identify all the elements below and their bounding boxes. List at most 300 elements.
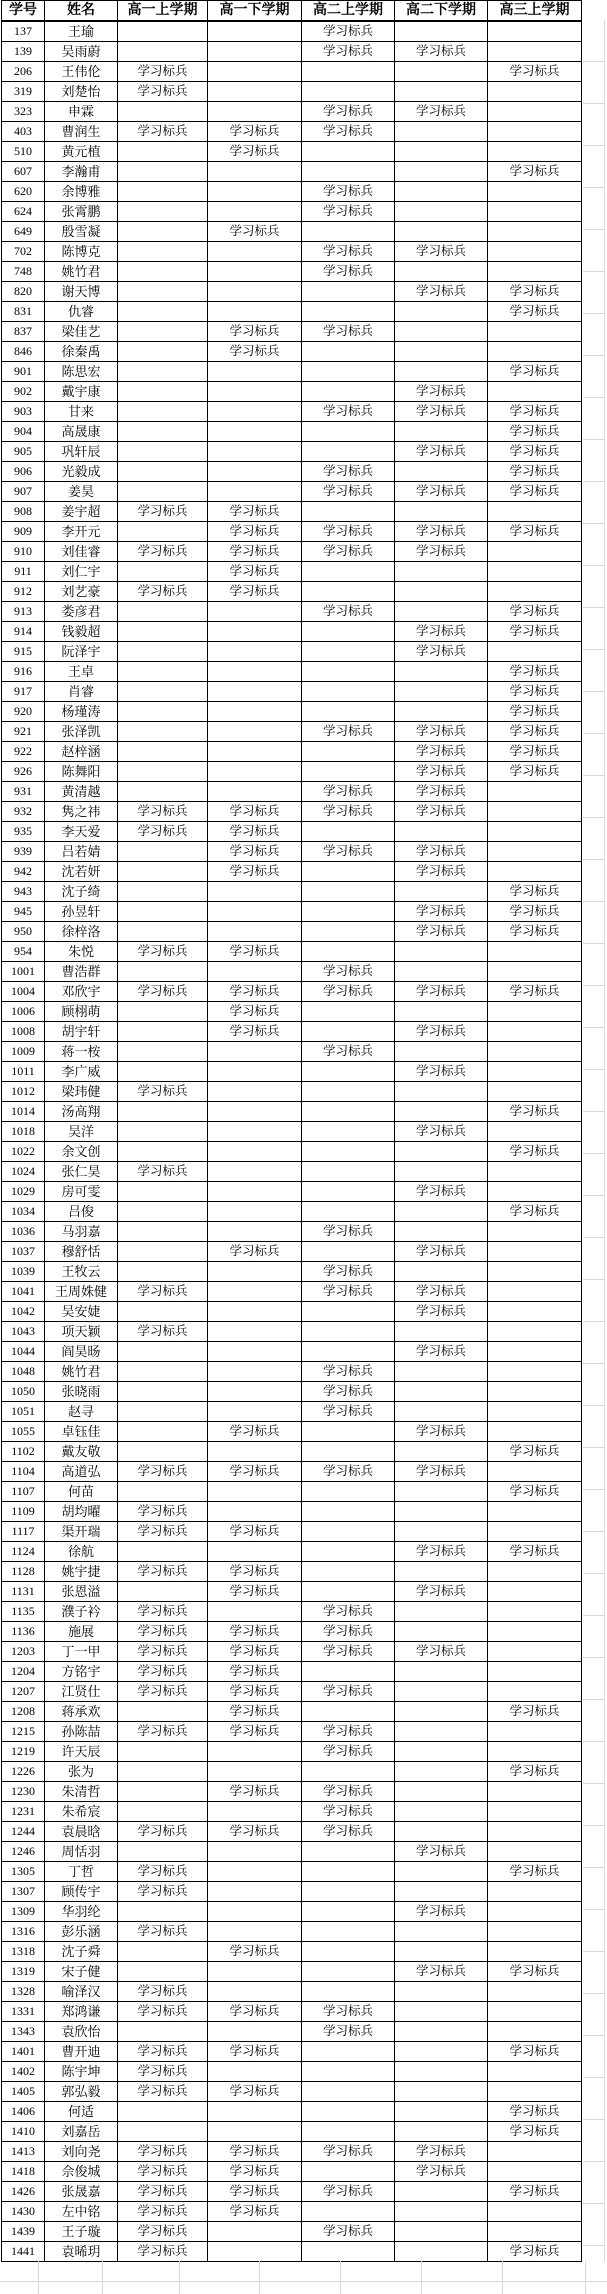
term-empty-cell[interactable]	[488, 2222, 582, 2242]
term-empty-cell[interactable]	[488, 1422, 582, 1442]
term-empty-cell[interactable]	[395, 1922, 488, 1942]
term-empty-cell[interactable]	[208, 1162, 302, 1182]
student-name-cell[interactable]: 姜昊	[45, 482, 118, 502]
term-award-cell[interactable]: 学习标兵	[118, 2082, 208, 2102]
term-empty-cell[interactable]	[488, 1582, 582, 1602]
term-empty-cell[interactable]	[208, 1602, 302, 1622]
term-empty-cell[interactable]	[302, 882, 395, 902]
term-empty-cell[interactable]	[488, 1082, 582, 1102]
term-empty-cell[interactable]	[488, 1742, 582, 1762]
term-empty-cell[interactable]	[118, 702, 208, 722]
term-empty-cell[interactable]	[208, 1442, 302, 1462]
term-empty-cell[interactable]	[488, 562, 582, 582]
term-award-cell[interactable]: 学习标兵	[118, 122, 208, 142]
term-empty-cell[interactable]	[395, 2022, 488, 2042]
term-empty-cell[interactable]	[208, 782, 302, 802]
student-id-cell[interactable]: 922	[2, 742, 45, 762]
student-id-cell[interactable]: 935	[2, 822, 45, 842]
term-empty-cell[interactable]	[395, 962, 488, 982]
term-empty-cell[interactable]	[302, 622, 395, 642]
student-name-cell[interactable]: 仇睿	[45, 302, 118, 322]
student-name-cell[interactable]: 李瀚甫	[45, 162, 118, 182]
term-award-cell[interactable]: 学习标兵	[302, 482, 395, 502]
student-name-cell[interactable]: 渠开瑞	[45, 1522, 118, 1542]
term-empty-cell[interactable]	[395, 582, 488, 602]
term-empty-cell[interactable]	[395, 822, 488, 842]
term-empty-cell[interactable]	[208, 1222, 302, 1242]
student-name-cell[interactable]: 李开元	[45, 522, 118, 542]
student-id-cell[interactable]: 1204	[2, 1662, 45, 1682]
term-empty-cell[interactable]	[395, 942, 488, 962]
term-empty-cell[interactable]	[488, 782, 582, 802]
student-name-cell[interactable]: 李天爱	[45, 822, 118, 842]
term-empty-cell[interactable]	[118, 102, 208, 122]
term-award-cell[interactable]: 学习标兵	[208, 342, 302, 362]
student-name-cell[interactable]: 张泽凯	[45, 722, 118, 742]
student-name-cell[interactable]: 周恬羽	[45, 1842, 118, 1862]
term-award-cell[interactable]: 学习标兵	[302, 2022, 395, 2042]
student-name-cell[interactable]: 濮子衿	[45, 1602, 118, 1622]
term-award-cell[interactable]: 学习标兵	[395, 382, 488, 402]
student-name-cell[interactable]: 何适	[45, 2102, 118, 2122]
term-empty-cell[interactable]	[118, 922, 208, 942]
term-award-cell[interactable]: 学习标兵	[302, 1462, 395, 1482]
term-empty-cell[interactable]	[302, 1342, 395, 1362]
term-empty-cell[interactable]	[118, 602, 208, 622]
student-name-cell[interactable]: 余文创	[45, 1142, 118, 1162]
student-name-cell[interactable]: 陈舞阳	[45, 762, 118, 782]
term-empty-cell[interactable]	[488, 2002, 582, 2022]
term-empty-cell[interactable]	[395, 1162, 488, 1182]
term-empty-cell[interactable]	[488, 1982, 582, 2002]
student-id-cell[interactable]: 1136	[2, 1622, 45, 1642]
term-empty-cell[interactable]	[208, 2022, 302, 2042]
student-name-cell[interactable]: 王子璇	[45, 2222, 118, 2242]
term-empty-cell[interactable]	[118, 1222, 208, 1242]
student-id-cell[interactable]: 1042	[2, 1302, 45, 1322]
student-name-cell[interactable]: 沈若妍	[45, 862, 118, 882]
term-empty-cell[interactable]	[118, 1742, 208, 1762]
term-empty-cell[interactable]	[302, 582, 395, 602]
student-name-cell[interactable]: 肖睿	[45, 682, 118, 702]
student-name-cell[interactable]: 丁一甲	[45, 1642, 118, 1662]
term-award-cell[interactable]: 学习标兵	[208, 1242, 302, 1262]
term-empty-cell[interactable]	[208, 382, 302, 402]
student-name-cell[interactable]: 袁晨晗	[45, 1822, 118, 1842]
term-award-cell[interactable]: 学习标兵	[118, 2222, 208, 2242]
student-name-cell[interactable]: 高道弘	[45, 1462, 118, 1482]
term-empty-cell[interactable]	[302, 382, 395, 402]
term-award-cell[interactable]: 学习标兵	[302, 1042, 395, 1062]
term-empty-cell[interactable]	[302, 1922, 395, 1942]
student-id-cell[interactable]: 1406	[2, 2102, 45, 2122]
student-name-cell[interactable]: 吴洋	[45, 1122, 118, 1142]
term-award-cell[interactable]: 学习标兵	[488, 302, 582, 322]
term-empty-cell[interactable]	[395, 62, 488, 82]
term-empty-cell[interactable]	[302, 902, 395, 922]
term-award-cell[interactable]: 学习标兵	[488, 482, 582, 502]
term-award-cell[interactable]: 学习标兵	[488, 682, 582, 702]
term-empty-cell[interactable]	[395, 2202, 488, 2222]
student-id-cell[interactable]: 932	[2, 802, 45, 822]
term-award-cell[interactable]: 学习标兵	[302, 1622, 395, 1642]
term-award-cell[interactable]: 学习标兵	[488, 2102, 582, 2122]
term-award-cell[interactable]: 学习标兵	[208, 1562, 302, 1582]
student-name-cell[interactable]: 赵梓涵	[45, 742, 118, 762]
term-award-cell[interactable]: 学习标兵	[118, 2242, 208, 2262]
term-empty-cell[interactable]	[118, 1042, 208, 1062]
term-empty-cell[interactable]	[208, 82, 302, 102]
term-empty-cell[interactable]	[208, 1202, 302, 1222]
student-id-cell[interactable]: 939	[2, 842, 45, 862]
term-empty-cell[interactable]	[395, 2082, 488, 2102]
term-award-cell[interactable]: 学习标兵	[488, 982, 582, 1002]
student-id-cell[interactable]: 1405	[2, 2082, 45, 2102]
student-name-cell[interactable]: 丁哲	[45, 1862, 118, 1882]
term-award-cell[interactable]: 学习标兵	[208, 1002, 302, 1022]
term-award-cell[interactable]: 学习标兵	[488, 62, 582, 82]
term-award-cell[interactable]: 学习标兵	[118, 2142, 208, 2162]
term-award-cell[interactable]: 学习标兵	[395, 1642, 488, 1662]
student-id-cell[interactable]: 1319	[2, 1962, 45, 1982]
term-empty-cell[interactable]	[302, 2202, 395, 2222]
term-empty-cell[interactable]	[395, 222, 488, 242]
term-empty-cell[interactable]	[488, 1922, 582, 1942]
term-award-cell[interactable]: 学习标兵	[208, 1782, 302, 1802]
term-empty-cell[interactable]	[395, 302, 488, 322]
term-award-cell[interactable]: 学习标兵	[302, 242, 395, 262]
student-name-cell[interactable]: 何苗	[45, 1482, 118, 1502]
student-name-cell[interactable]: 隽之祎	[45, 802, 118, 822]
term-empty-cell[interactable]	[395, 1602, 488, 1622]
student-name-cell[interactable]: 施展	[45, 1622, 118, 1642]
student-name-cell[interactable]: 曹润生	[45, 122, 118, 142]
term-empty-cell[interactable]	[488, 1822, 582, 1842]
term-award-cell[interactable]: 学习标兵	[118, 1662, 208, 1682]
term-empty-cell[interactable]	[118, 1702, 208, 1722]
term-empty-cell[interactable]	[208, 102, 302, 122]
student-id-cell[interactable]: 1039	[2, 1262, 45, 1282]
student-id-cell[interactable]: 1009	[2, 1042, 45, 1062]
term-empty-cell[interactable]	[488, 1402, 582, 1422]
student-id-cell[interactable]: 1215	[2, 1722, 45, 1742]
term-empty-cell[interactable]	[395, 1002, 488, 1022]
term-empty-cell[interactable]	[302, 1902, 395, 1922]
term-empty-cell[interactable]	[208, 1122, 302, 1142]
student-id-cell[interactable]: 902	[2, 382, 45, 402]
student-id-cell[interactable]: 1024	[2, 1162, 45, 1182]
student-id-cell[interactable]: 1037	[2, 1242, 45, 1262]
term-empty-cell[interactable]	[118, 1022, 208, 1042]
term-award-cell[interactable]: 学习标兵	[488, 622, 582, 642]
student-id-cell[interactable]: 1430	[2, 2202, 45, 2222]
student-name-cell[interactable]: 黄元植	[45, 142, 118, 162]
term-empty-cell[interactable]	[208, 162, 302, 182]
term-award-cell[interactable]: 学习标兵	[395, 542, 488, 562]
term-empty-cell[interactable]	[302, 2042, 395, 2062]
term-award-cell[interactable]: 学习标兵	[488, 922, 582, 942]
student-id-cell[interactable]: 748	[2, 262, 45, 282]
student-name-cell[interactable]: 马羽嘉	[45, 1222, 118, 1242]
student-id-cell[interactable]: 1001	[2, 962, 45, 982]
term-empty-cell[interactable]	[302, 1122, 395, 1142]
term-empty-cell[interactable]	[395, 1702, 488, 1722]
student-name-cell[interactable]: 吴雨蔚	[45, 42, 118, 62]
term-award-cell[interactable]: 学习标兵	[208, 222, 302, 242]
term-award-cell[interactable]: 学习标兵	[118, 1282, 208, 1302]
term-award-cell[interactable]: 学习标兵	[118, 1082, 208, 1102]
term-empty-cell[interactable]	[118, 162, 208, 182]
student-name-cell[interactable]: 张晓雨	[45, 1382, 118, 1402]
term-award-cell[interactable]: 学习标兵	[395, 1182, 488, 1202]
term-empty-cell[interactable]	[208, 242, 302, 262]
student-id-cell[interactable]: 1246	[2, 1842, 45, 1862]
term-empty-cell[interactable]	[302, 1202, 395, 1222]
term-award-cell[interactable]: 学习标兵	[395, 1962, 488, 1982]
term-award-cell[interactable]: 学习标兵	[488, 882, 582, 902]
student-id-cell[interactable]: 607	[2, 162, 45, 182]
term-award-cell[interactable]: 学习标兵	[488, 1542, 582, 1562]
term-award-cell[interactable]: 学习标兵	[208, 322, 302, 342]
student-id-cell[interactable]: 1135	[2, 1602, 45, 1622]
term-empty-cell[interactable]	[208, 722, 302, 742]
term-award-cell[interactable]: 学习标兵	[395, 1582, 488, 1602]
term-empty-cell[interactable]	[395, 702, 488, 722]
term-empty-cell[interactable]	[302, 1942, 395, 1962]
term-empty-cell[interactable]	[488, 582, 582, 602]
student-name-cell[interactable]: 吕若婧	[45, 842, 118, 862]
term-empty-cell[interactable]	[395, 1042, 488, 1062]
term-empty-cell[interactable]	[118, 402, 208, 422]
student-name-cell[interactable]: 张仁昊	[45, 1162, 118, 1182]
student-name-cell[interactable]: 袁欣怡	[45, 2022, 118, 2042]
student-name-cell[interactable]: 巩轩辰	[45, 442, 118, 462]
term-empty-cell[interactable]	[395, 1562, 488, 1582]
term-empty-cell[interactable]	[395, 262, 488, 282]
term-empty-cell[interactable]	[488, 842, 582, 862]
student-name-cell[interactable]: 朱清哲	[45, 1782, 118, 1802]
student-id-cell[interactable]: 917	[2, 682, 45, 702]
term-empty-cell[interactable]	[118, 262, 208, 282]
term-empty-cell[interactable]	[118, 842, 208, 862]
term-award-cell[interactable]: 学习标兵	[395, 282, 488, 302]
term-empty-cell[interactable]	[118, 1182, 208, 1202]
student-id-cell[interactable]: 323	[2, 102, 45, 122]
term-empty-cell[interactable]	[488, 1122, 582, 1142]
term-award-cell[interactable]: 学习标兵	[208, 1422, 302, 1442]
term-empty-cell[interactable]	[302, 762, 395, 782]
student-name-cell[interactable]: 王牧云	[45, 1262, 118, 1282]
term-award-cell[interactable]: 学习标兵	[395, 1842, 488, 1862]
term-award-cell[interactable]: 学习标兵	[208, 1522, 302, 1542]
term-empty-cell[interactable]	[395, 1102, 488, 1122]
term-award-cell[interactable]: 学习标兵	[118, 1722, 208, 1742]
term-empty-cell[interactable]	[208, 622, 302, 642]
term-empty-cell[interactable]	[302, 1102, 395, 1122]
term-award-cell[interactable]: 学习标兵	[118, 1882, 208, 1902]
student-name-cell[interactable]: 阮泽宇	[45, 642, 118, 662]
term-award-cell[interactable]: 学习标兵	[395, 42, 488, 62]
term-empty-cell[interactable]	[302, 442, 395, 462]
term-empty-cell[interactable]	[302, 1182, 395, 1202]
term-empty-cell[interactable]	[118, 562, 208, 582]
term-empty-cell[interactable]	[302, 1242, 395, 1262]
term-empty-cell[interactable]	[302, 1762, 395, 1782]
term-empty-cell[interactable]	[208, 202, 302, 222]
term-award-cell[interactable]: 学习标兵	[208, 2002, 302, 2022]
student-id-cell[interactable]: 1128	[2, 1562, 45, 1582]
term-empty-cell[interactable]	[302, 702, 395, 722]
student-id-cell[interactable]: 1014	[2, 1102, 45, 1122]
term-award-cell[interactable]: 学习标兵	[395, 482, 488, 502]
term-empty-cell[interactable]	[488, 822, 582, 842]
term-empty-cell[interactable]	[395, 662, 488, 682]
student-name-cell[interactable]: 胡均曜	[45, 1502, 118, 1522]
term-empty-cell[interactable]	[395, 1482, 488, 1502]
term-award-cell[interactable]: 学习标兵	[118, 1642, 208, 1662]
term-empty-cell[interactable]	[395, 1682, 488, 1702]
term-empty-cell[interactable]	[302, 1882, 395, 1902]
term-empty-cell[interactable]	[302, 742, 395, 762]
student-id-cell[interactable]: 1401	[2, 2042, 45, 2062]
term-award-cell[interactable]: 学习标兵	[395, 782, 488, 802]
term-empty-cell[interactable]	[395, 1222, 488, 1242]
term-award-cell[interactable]: 学习标兵	[488, 1142, 582, 1162]
term-empty-cell[interactable]	[208, 21, 302, 42]
term-empty-cell[interactable]	[208, 62, 302, 82]
term-empty-cell[interactable]	[208, 1102, 302, 1122]
student-name-cell[interactable]: 方铭宇	[45, 1662, 118, 1682]
student-name-cell[interactable]: 王周姝健	[45, 1282, 118, 1302]
term-empty-cell[interactable]	[118, 742, 208, 762]
student-name-cell[interactable]: 刘仁宇	[45, 562, 118, 582]
term-empty-cell[interactable]	[118, 1102, 208, 1122]
term-award-cell[interactable]: 学习标兵	[395, 1302, 488, 1322]
student-name-cell[interactable]: 左中铭	[45, 2202, 118, 2222]
term-empty-cell[interactable]	[118, 1382, 208, 1402]
student-id-cell[interactable]: 1104	[2, 1462, 45, 1482]
student-name-cell[interactable]: 殷雪凝	[45, 222, 118, 242]
term-award-cell[interactable]: 学习标兵	[208, 542, 302, 562]
term-award-cell[interactable]: 学习标兵	[395, 642, 488, 662]
term-award-cell[interactable]: 学习标兵	[118, 1322, 208, 1342]
term-award-cell[interactable]: 学习标兵	[118, 1682, 208, 1702]
term-empty-cell[interactable]	[302, 282, 395, 302]
term-empty-cell[interactable]	[302, 682, 395, 702]
term-award-cell[interactable]: 学习标兵	[208, 1662, 302, 1682]
term-empty-cell[interactable]	[488, 1502, 582, 1522]
term-empty-cell[interactable]	[208, 2062, 302, 2082]
student-id-cell[interactable]: 702	[2, 242, 45, 262]
term-empty-cell[interactable]	[118, 1062, 208, 1082]
term-award-cell[interactable]: 学习标兵	[118, 2062, 208, 2082]
term-empty-cell[interactable]	[302, 1062, 395, 1082]
term-empty-cell[interactable]	[118, 1242, 208, 1262]
student-name-cell[interactable]: 许天辰	[45, 1742, 118, 1762]
student-name-cell[interactable]: 陈思宏	[45, 362, 118, 382]
term-empty-cell[interactable]	[395, 1802, 488, 1822]
student-id-cell[interactable]: 1004	[2, 982, 45, 1002]
term-empty-cell[interactable]	[302, 2162, 395, 2182]
student-id-cell[interactable]: 1044	[2, 1342, 45, 1362]
term-award-cell[interactable]: 学习标兵	[302, 1782, 395, 1802]
term-award-cell[interactable]: 学习标兵	[302, 722, 395, 742]
term-empty-cell[interactable]	[302, 502, 395, 522]
student-id-cell[interactable]: 1012	[2, 1082, 45, 1102]
term-empty-cell[interactable]	[302, 1842, 395, 1862]
term-award-cell[interactable]: 学习标兵	[395, 862, 488, 882]
term-empty-cell[interactable]	[395, 2242, 488, 2262]
term-award-cell[interactable]: 学习标兵	[208, 1022, 302, 1042]
term-empty-cell[interactable]	[488, 42, 582, 62]
student-name-cell[interactable]: 申霖	[45, 102, 118, 122]
term-award-cell[interactable]: 学习标兵	[208, 862, 302, 882]
term-award-cell[interactable]: 学习标兵	[118, 2042, 208, 2062]
term-award-cell[interactable]: 学习标兵	[208, 1702, 302, 1722]
column-header-6[interactable]: 高三上学期	[488, 1, 582, 22]
student-id-cell[interactable]: 1331	[2, 2002, 45, 2022]
term-empty-cell[interactable]	[395, 1982, 488, 2002]
student-id-cell[interactable]: 912	[2, 582, 45, 602]
student-id-cell[interactable]: 1203	[2, 1642, 45, 1662]
term-award-cell[interactable]: 学习标兵	[395, 762, 488, 782]
student-id-cell[interactable]: 920	[2, 702, 45, 722]
student-name-cell[interactable]: 蒋一桉	[45, 1042, 118, 1062]
term-award-cell[interactable]: 学习标兵	[395, 1282, 488, 1302]
term-award-cell[interactable]: 学习标兵	[118, 1862, 208, 1882]
student-id-cell[interactable]: 911	[2, 562, 45, 582]
student-name-cell[interactable]: 顾传宇	[45, 1882, 118, 1902]
term-empty-cell[interactable]	[395, 462, 488, 482]
student-id-cell[interactable]: 910	[2, 542, 45, 562]
term-empty-cell[interactable]	[488, 942, 582, 962]
term-empty-cell[interactable]	[488, 102, 582, 122]
term-award-cell[interactable]: 学习标兵	[488, 1702, 582, 1722]
term-empty-cell[interactable]	[395, 1882, 488, 1902]
term-empty-cell[interactable]	[118, 1842, 208, 1862]
term-empty-cell[interactable]	[302, 942, 395, 962]
term-empty-cell[interactable]	[302, 1702, 395, 1722]
term-empty-cell[interactable]	[488, 1002, 582, 1022]
term-empty-cell[interactable]	[302, 222, 395, 242]
term-award-cell[interactable]: 学习标兵	[208, 1722, 302, 1742]
student-id-cell[interactable]: 916	[2, 662, 45, 682]
term-empty-cell[interactable]	[488, 1602, 582, 1622]
student-name-cell[interactable]: 余博雅	[45, 182, 118, 202]
term-award-cell[interactable]: 学习标兵	[208, 2202, 302, 2222]
term-empty-cell[interactable]	[302, 1302, 395, 1322]
term-empty-cell[interactable]	[302, 1542, 395, 1562]
term-empty-cell[interactable]	[395, 162, 488, 182]
term-empty-cell[interactable]	[395, 1082, 488, 1102]
student-id-cell[interactable]: 1131	[2, 1582, 45, 1602]
term-empty-cell[interactable]	[488, 962, 582, 982]
term-empty-cell[interactable]	[302, 1662, 395, 1682]
term-empty-cell[interactable]	[118, 202, 208, 222]
term-award-cell[interactable]: 学习标兵	[302, 1742, 395, 1762]
term-empty-cell[interactable]	[208, 1842, 302, 1862]
term-award-cell[interactable]: 学习标兵	[302, 802, 395, 822]
term-award-cell[interactable]: 学习标兵	[488, 2042, 582, 2062]
student-id-cell[interactable]: 903	[2, 402, 45, 422]
term-empty-cell[interactable]	[395, 2002, 488, 2022]
term-empty-cell[interactable]	[395, 202, 488, 222]
term-award-cell[interactable]: 学习标兵	[395, 2142, 488, 2162]
term-empty-cell[interactable]	[395, 142, 488, 162]
term-empty-cell[interactable]	[488, 122, 582, 142]
term-award-cell[interactable]: 学习标兵	[208, 2182, 302, 2202]
term-empty-cell[interactable]	[118, 962, 208, 982]
